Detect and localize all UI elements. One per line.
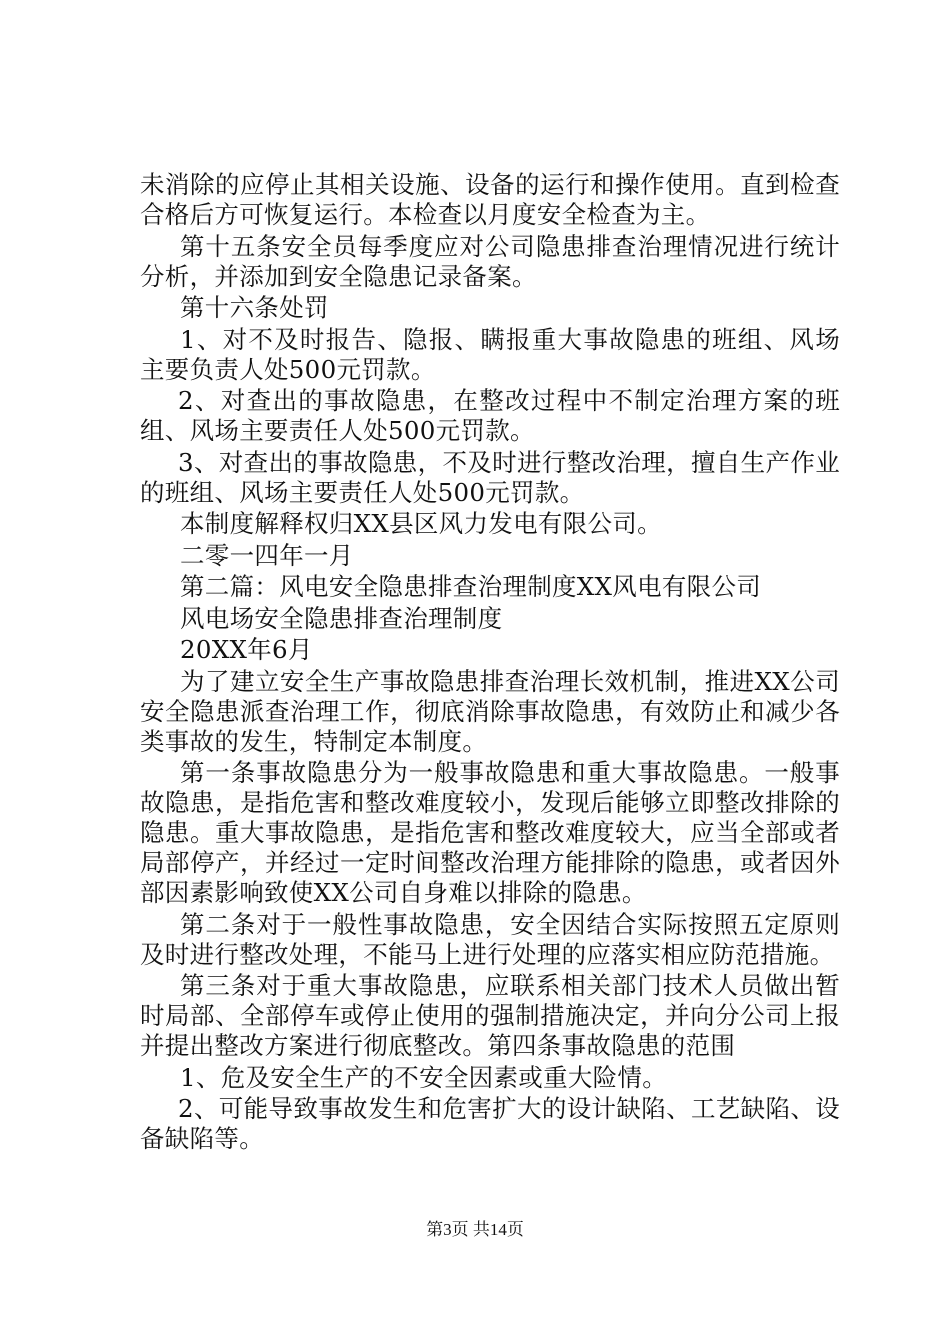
paragraph-interpretation: 本制度解释权归XX县区风力发电有限公司。 bbox=[180, 509, 662, 538]
paragraph-penalty-2: 2、对查出的事故隐患，在整改过程中不制定治理方案的班组、风场主要责任人处500元罚款。 bbox=[140, 386, 840, 445]
paragraph-continuation: 未消除的应停止其相关设施、设备的运行和操作使用。直到检查合格后方可恢复运行。本检查以月度安全检查为主。 bbox=[140, 170, 840, 229]
paragraph-date-20xx: 20XX年6月 bbox=[180, 635, 313, 664]
paragraph-penalty-1: 1、对不及时报告、隐报、瞒报重大事故隐患的班组、风场主要负责人处500元罚款。 bbox=[140, 324, 840, 384]
paragraph-article-15: 第十五条安全员每季度应对公司隐患排查治理情况进行统计分析，并添加到安全隐患记录备案。 bbox=[140, 231, 840, 291]
paragraph-purpose: 为了建立安全生产事故隐患排查治理长效机制，推进XX公司安全隐患派查治理工作，彻底消除事故隐患，有效防止和减少各类事故的发生，特制定本制度。 bbox=[140, 666, 840, 756]
paragraph-article-2: 第二条对于一般性事故隐患，安全因结合实际按照五定原则及时进行整改处理，不能马上进行处理的应落实相应防范措施。 bbox=[140, 909, 840, 969]
paragraph-article-3: 第三条对于重大事故隐患，应联系相关部门技术人员做出暂时局部、全部停车或停止使用的强制措施决定，并向分公司上报并提出整改方案进行彻底整改。第四条事故隐患的范围 bbox=[140, 971, 840, 1060]
paragraph-part-two-title: 第二篇：风电安全隐患排查治理制度XX风电有限公司 bbox=[180, 572, 762, 601]
paragraph-penalty-3: 3、对查出的事故隐患，不及时进行整改治理，擅自生产作业的班组、风场主要责任人处500元罚款。 bbox=[140, 447, 840, 507]
paragraph-article-16-heading: 第十六条处罚 bbox=[180, 293, 329, 322]
paragraph-system-title: 风电场安全隐患排查治理制度 bbox=[180, 603, 503, 633]
paragraph-scope-1: 1、危及安全生产的不安全因素或重大险情。 bbox=[180, 1062, 668, 1092]
page-footer: 第3页 共14页 bbox=[426, 1220, 524, 1239]
document-body bbox=[140, 170, 840, 1156]
paragraph-scope-2: 2、可能导致事故发生和危害扩大的设计缺陷、工艺缺陷、设备缺陷等。 bbox=[140, 1094, 840, 1153]
paragraph-date-2014: 二零一四年一月 bbox=[180, 540, 354, 570]
paragraph-article-1: 第一条事故隐患分为一般事故隐患和重大事故隐患。一般事故隐患，是指危害和整改难度较小，发现后能够立即整改排除的隐患。重大事故隐患，是指危害和整改难度较大，应当全部或者局部停产，并经过一定时间整改治理方能排除的隐患，或者因外部因素影响致使XX公司自身难以排除的隐患。 bbox=[140, 758, 840, 907]
